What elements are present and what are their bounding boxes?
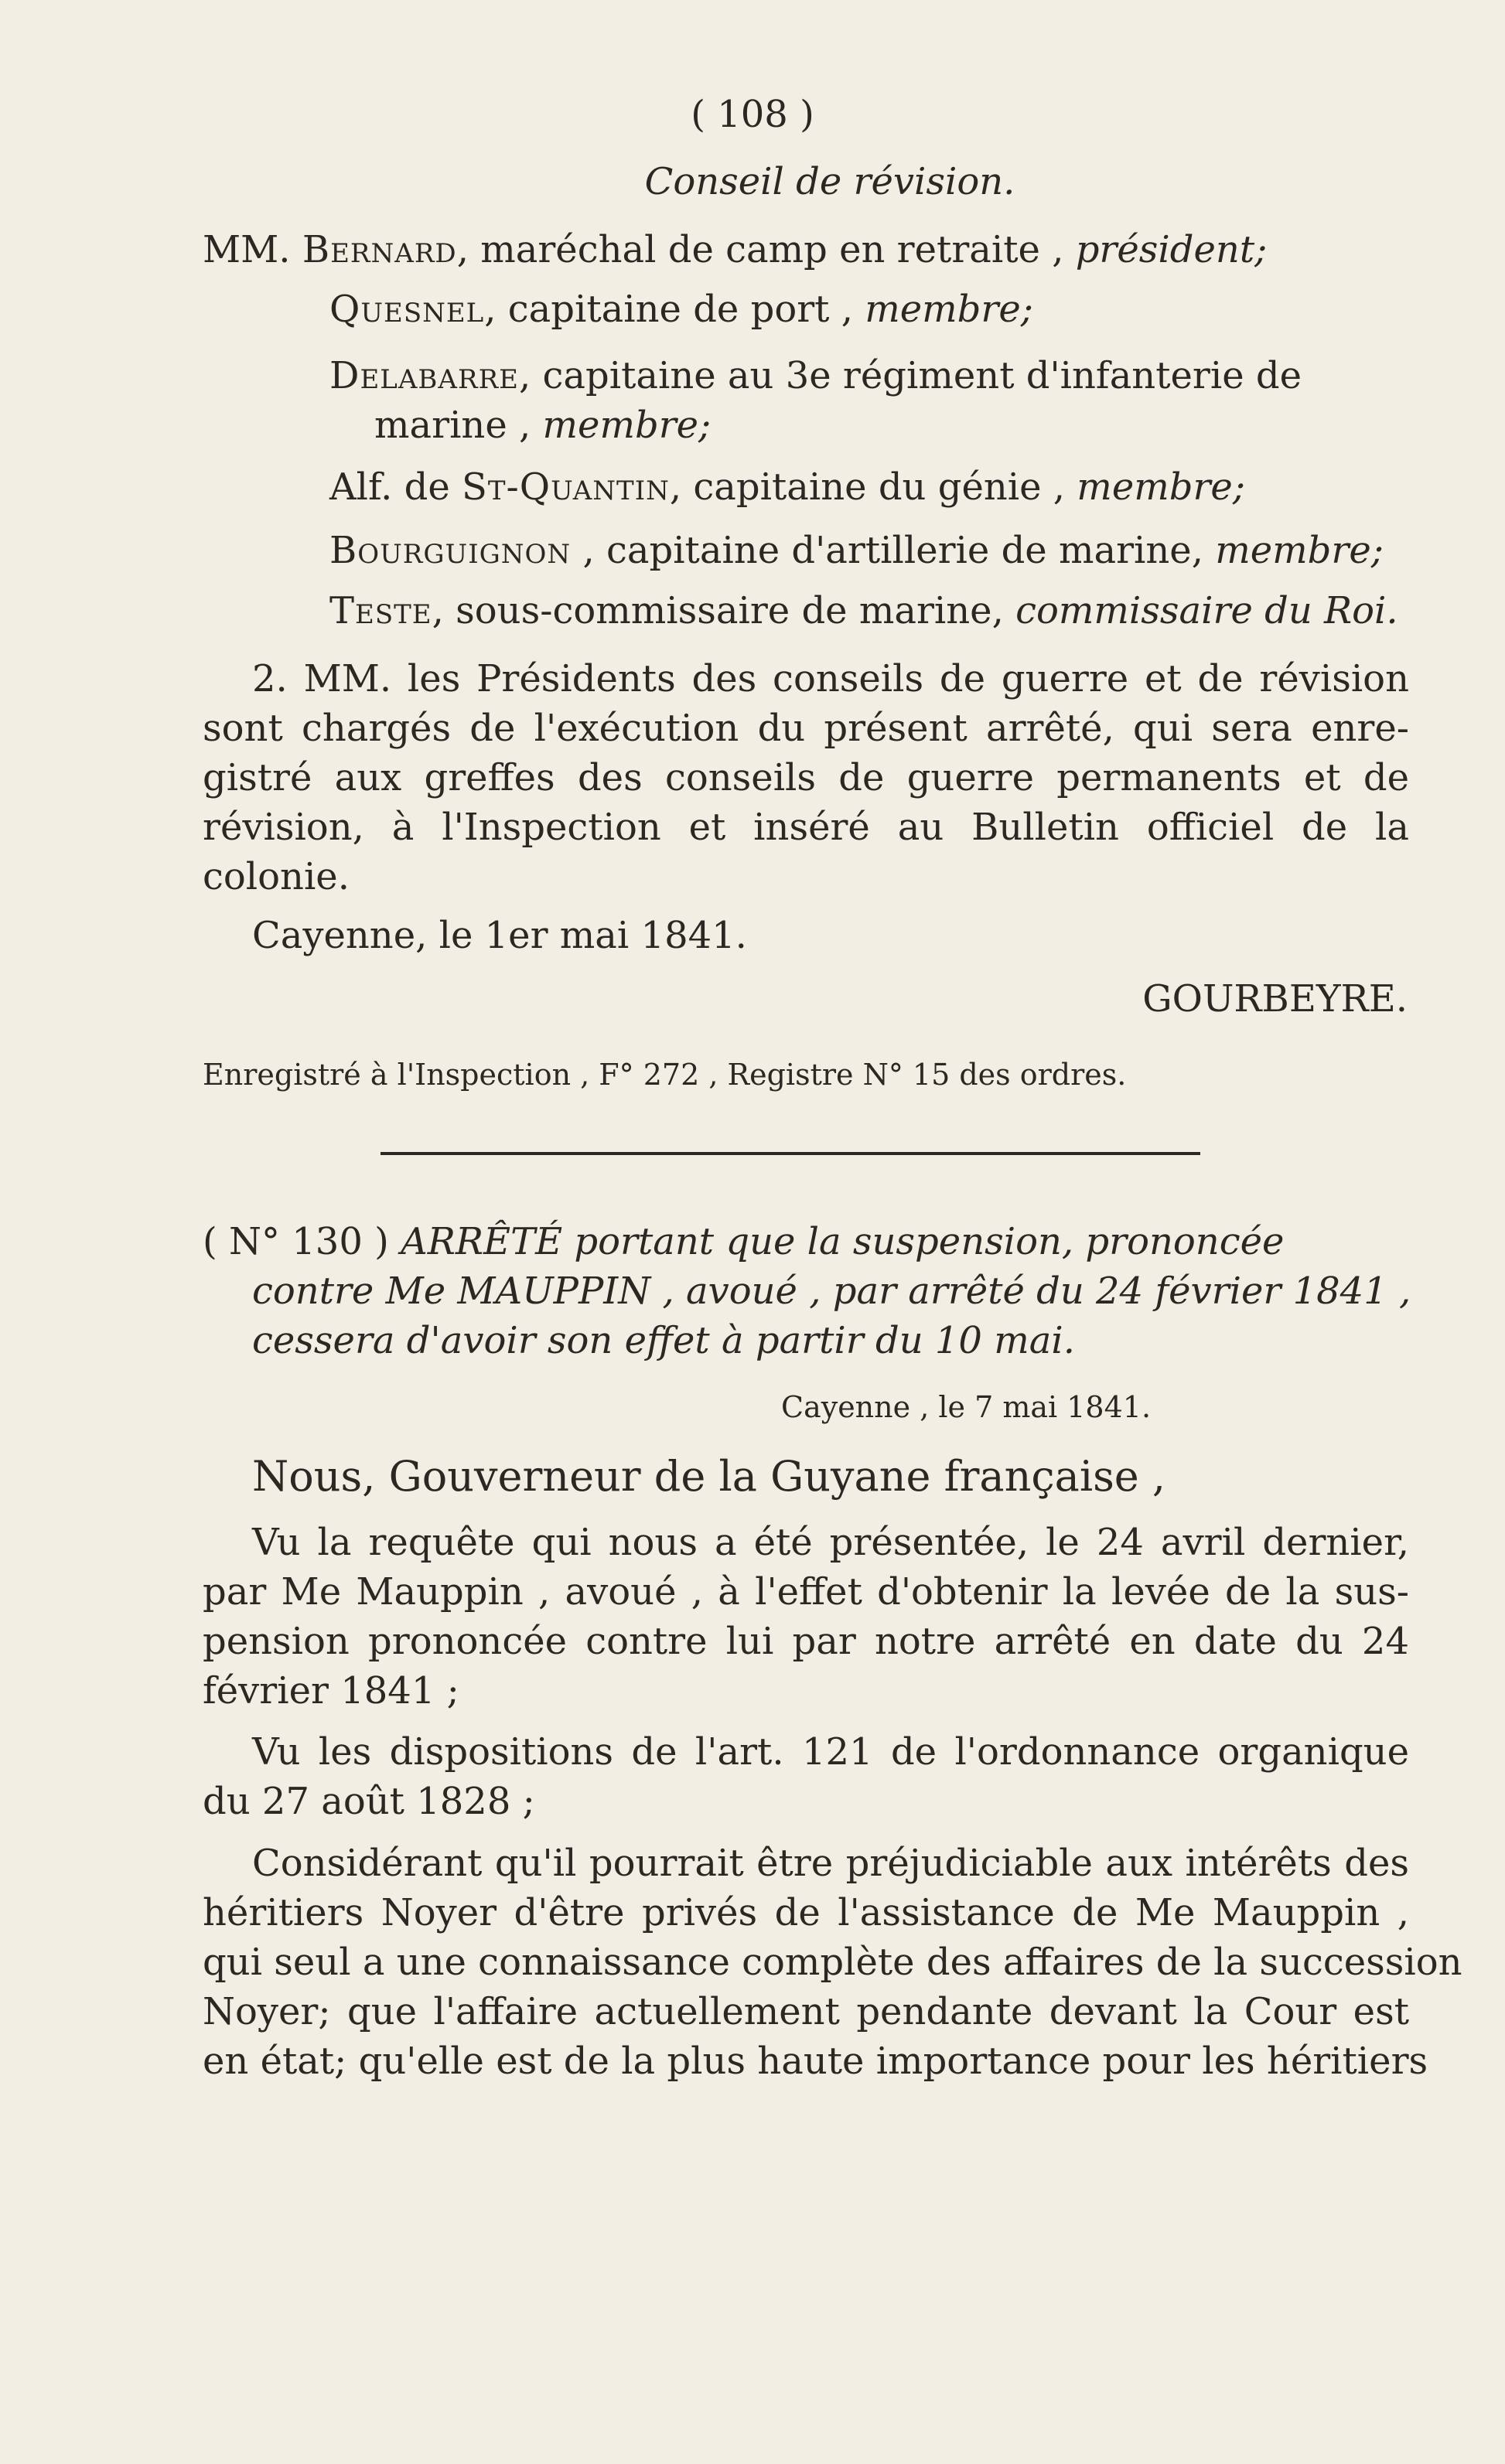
arrete-title-line-2: contre Me MAUPPIN , avoué , par arrêté du 24 février 1841 , [252, 1269, 1411, 1313]
para3-line-1: Considérant qu'il pourrait être préjudiciable aux intérêts des [252, 1842, 1409, 1885]
para1-line-2: par Me Mauppin , avoué , à l'effet d'obtenir la levée de la sus- [203, 1570, 1409, 1614]
para1-line-3: pension prononcée contre lui par notre arrêté en date du 24 [203, 1620, 1409, 1663]
article2-line-4: révision, à l'Inspection et inséré au Bulletin officiel de la [203, 806, 1409, 849]
date-line: Cayenne, le 1er mai 1841. [252, 914, 747, 957]
para1-line-1: Vu la requête qui nous a été présentée, le 24 avril dernier, [252, 1521, 1409, 1564]
para3-line-2: héritiers Noyer d'être privés de l'assistance de Me Mauppin , [203, 1891, 1409, 1934]
article2-line-2: sont chargés de l'exécution du présent arrêté, qui sera enre- [203, 707, 1409, 750]
preamble: Nous, Gouverneur de la Guyane française , [252, 1452, 1166, 1501]
registration-note: Enregistré à l'Inspection , F° 272 , Registre N° 15 des ordres. [203, 1058, 1127, 1092]
arrete-date: Cayenne , le 7 mai 1841. [781, 1390, 1152, 1424]
council-member-4: Alf. de St-Quantin, capitaine du génie , membre; [329, 465, 1245, 509]
para3-line-3: qui seul a une connaissance complète des affaires de la succession [203, 1941, 1462, 1984]
article2-line-1: 2. MM. les Présidents des conseils de guerre et de révision [252, 657, 1409, 700]
page-number: ( 108 ) [691, 93, 814, 136]
council-member-6: Teste, sous-commissaire de marine, commissaire du Roi. [329, 589, 1398, 632]
section-title: Conseil de révision. [644, 160, 1015, 203]
signature: GOURBEYRE. [1142, 977, 1408, 1021]
para3-line-4: Noyer; que l'affaire actuellement pendante devant la Cour est [203, 1990, 1409, 2033]
council-member-2: Quesnel, capitaine de port , membre; [329, 288, 1033, 331]
council-member-3-cont: marine , membre; [374, 404, 712, 447]
council-member-5: Bourguignon , capitaine d'artillerie de marine, membre; [329, 529, 1384, 572]
article2-line-3: gistré aux greffes des conseils de guerre permanents et de [203, 756, 1409, 799]
para2-line-1: Vu les dispositions de l'art. 121 de l'ordonnance organique [252, 1730, 1409, 1774]
council-member-1: MM. Bernard, maréchal de camp en retraite , président; [203, 228, 1268, 271]
section-divider [381, 1152, 1200, 1155]
arrete-title-line-3: cessera d'avoir son effet à partir du 10 mai. [252, 1319, 1075, 1362]
para2-line-2: du 27 août 1828 ; [203, 1780, 535, 1823]
para1-line-4: février 1841 ; [203, 1669, 459, 1713]
article2-line-5: colonie. [203, 855, 350, 898]
arrete-title-line-1: ( N° 130 ) ARRÊTÉ portant que la suspension, prononcée [203, 1220, 1285, 1263]
para3-line-5: en état; qu'elle est de la plus haute importance pour les héritiers [203, 2040, 1428, 2083]
council-member-3: Delabarre, capitaine au 3e régiment d'infanterie de [329, 354, 1302, 397]
